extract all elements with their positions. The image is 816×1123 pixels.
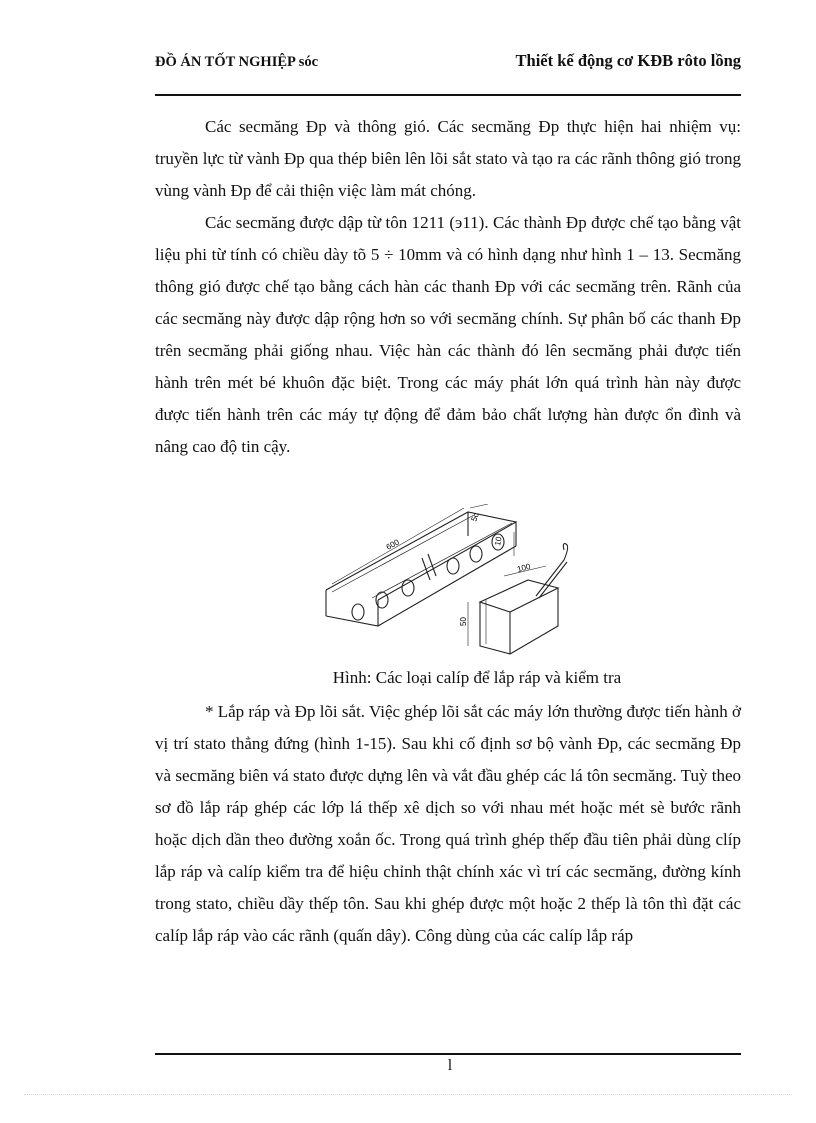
- header-left-title: ĐỒ ÁN TỐT NGHIỆP sóc: [155, 54, 319, 70]
- footer-rule: [155, 1053, 741, 1055]
- header-rule: [155, 94, 741, 96]
- dim-10-label: 10: [493, 536, 504, 547]
- paragraph-secmang-intro: Các secmăng Đp và thông gió. Các secmăng Đp thực hiện hai nhiệm vụ: truyền lực từ vành Đp qua thép biên lên lõi sắt stato và tạo ra các rãnh thông gió trong vùng vành Đp để cải thiện việc làm mát chóng.: [155, 117, 741, 200]
- header-right-title: Thiết kế động cơ KĐB rôto lồng: [515, 51, 741, 70]
- body-text-top: [155, 111, 741, 463]
- figure-caption: Hình: Các loại calíp để lắp ráp và kiểm tra: [332, 668, 622, 687]
- page-bottom-border: [24, 1094, 792, 1095]
- paragraph-secmang-detail: Các secmăng được dập từ tôn 1211 (э11). Các thành Đp được chế tạo bằng vật liệu phi từ tính có chiều dày tõ 5 ÷ 10mm và có hình dạng như hình 1 – 13. Secmăng thông gió được chế tạo bằng cách hàn các thanh Đp với các secmăng trên. Rãnh của các secmăng này được dập rộng hơn so với secmăng chính. Sự phân bố các thanh Đp trên secmăng phải giống nhau. Việc hàn các thành đó lên secmăng phải được tiến hành trên mét bé khuôn đặc biệt. Trong các máy phát lớn quá trình hàn này được được tiến hành trên các máy tự động để đảm bảo chất lượng hàn được ổn đình và nâng cao độ tin cậy.: [155, 213, 741, 456]
- paragraph-assembly: * Lắp ráp và Đp lõi sắt. Việc ghép lõi sắt các máy lớn thường được tiến hành ở vị trí stato thẳng đứng (hình 1-15). Sau khi cố định sơ bộ vành Đp, các secmăng Đp và secmăng biên vá stato được dựng lên và vắt đầu ghép các lá tôn secmăng. Tuỳ theo sơ đồ lắp ráp ghép các lớp lá thếp xê dịch so với nhau mét hoặc mét sè bước rãnh hoặc dịch dần theo đường xoắn ốc. Trong quá trình ghép thếp đầu tiên phải dùng clíp lắp ráp và calíp kiểm tra để hiệu chỉnh thật chính xác vì trí các secmăng, đường kính trong stato, chiều dầy thếp tôn. Sau khi ghép được một hoặc 2 thếp là tôn thì đặt các calíp lắp ráp vào các rãnh (quấn dây). Công dùng của các calíp lắp ráp: [155, 702, 741, 945]
- caliper-figure: [318, 504, 578, 660]
- dim-100-label: 100: [516, 561, 532, 574]
- long-caliper-drawing: [326, 508, 516, 626]
- page-number: l: [447, 1057, 453, 1074]
- dim-5c-label: 5c: [469, 511, 481, 523]
- page-header: [155, 50, 741, 94]
- body-text-bottom: [155, 696, 741, 952]
- dim-50-label: 50: [459, 617, 468, 626]
- block-caliper-drawing: [468, 504, 568, 654]
- dim-600-label: 600: [384, 537, 401, 552]
